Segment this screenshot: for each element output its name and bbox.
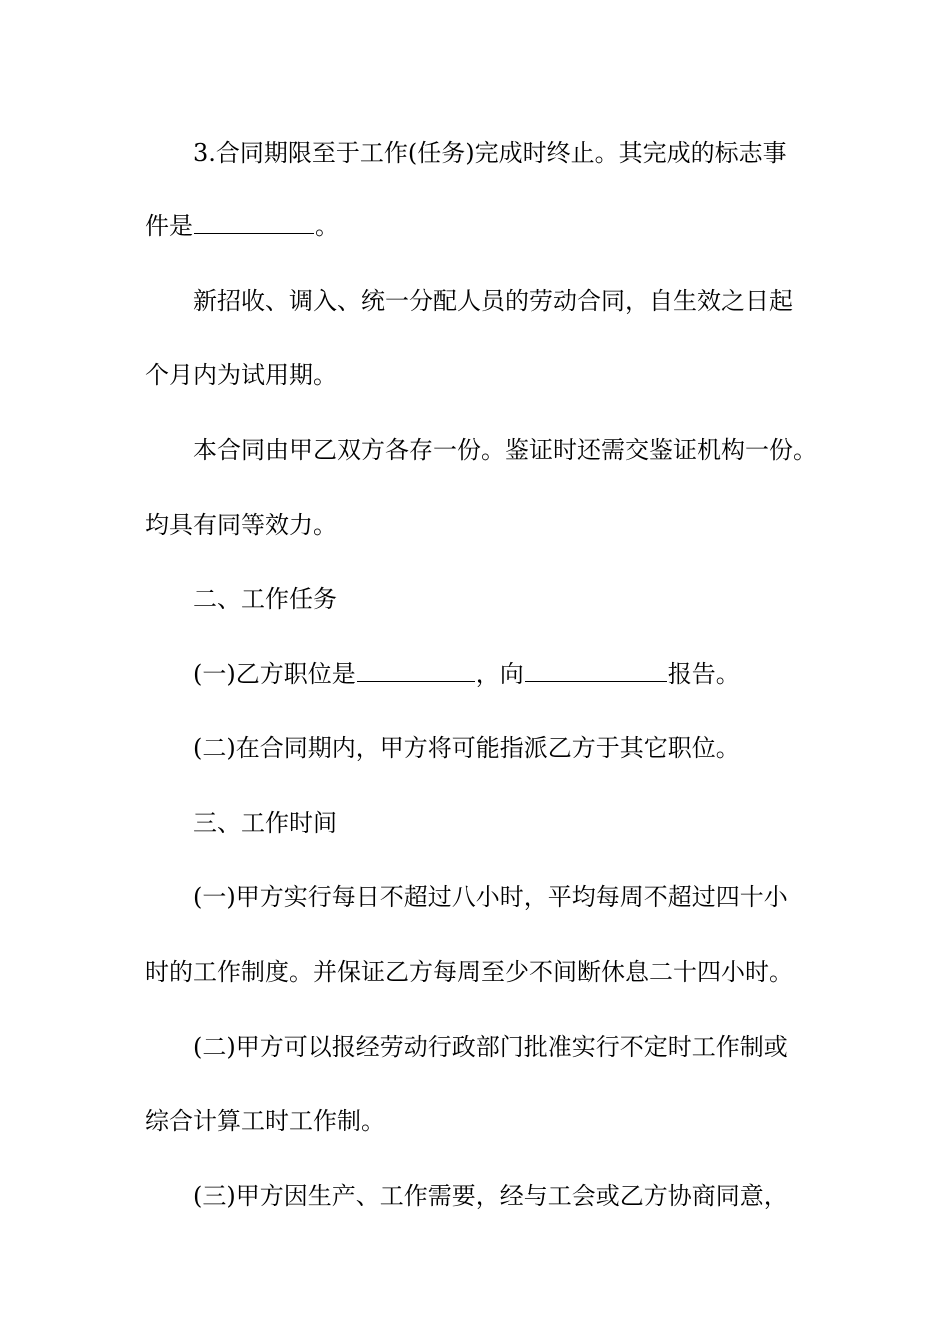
paragraph-text: (一)甲方实行每日不超过八小时，平均每周不超过四十小	[193, 883, 788, 911]
work-hours-line-2	[145, 957, 793, 987]
reassignment-line	[193, 733, 740, 763]
paragraph-text: (二)甲方可以报经劳动行政部门批准实行不定时工作制或	[193, 1033, 788, 1061]
flexible-hours-line-2	[145, 1106, 385, 1136]
position-blank[interactable]	[357, 661, 475, 682]
section-heading: 三、工作时间	[193, 809, 337, 837]
paragraph-text: 。	[315, 212, 339, 240]
paragraph-text: 时的工作制度。并保证乙方每周至少不间断休息二十四小时。	[145, 958, 793, 986]
paragraph-text: 个月内为试用期。	[145, 361, 337, 389]
paragraph-text: (一)乙方职位是	[193, 660, 356, 688]
paragraph-text: (二)在合同期内，甲方将可能指派乙方于其它职位。	[193, 734, 740, 762]
paragraph-text: 件是	[145, 212, 193, 240]
paragraph-text: 本合同由甲乙双方各存一份。鉴证时还需交鉴证机构一份。	[193, 436, 817, 464]
paragraph-text: ，向	[475, 660, 524, 688]
contract-term-line-1	[193, 138, 787, 168]
paragraph-text: 报告。	[667, 660, 740, 688]
paragraph-text: 综合计算工时工作制。	[145, 1107, 385, 1135]
probation-line-1	[193, 286, 793, 316]
report-to-blank[interactable]	[525, 661, 667, 682]
overtime-line-1	[193, 1181, 788, 1211]
flexible-hours-line-1	[193, 1032, 788, 1062]
section-heading: 二、工作任务	[193, 585, 337, 613]
copies-line-1	[193, 435, 817, 465]
paragraph-text: 3.合同期限至于工作(任务)完成时终止。其完成的标志事	[193, 139, 787, 167]
paragraph-text: 新招收、调入、统一分配人员的劳动合同，自生效之日起	[193, 287, 793, 315]
section-heading-work-tasks	[193, 584, 337, 614]
paragraph-text: 均具有同等效力。	[145, 511, 337, 539]
paragraph-text: (三)甲方因生产、工作需要，经与工会或乙方协商同意，	[193, 1182, 788, 1210]
contract-term-line-2	[145, 211, 339, 241]
probation-line-2	[145, 360, 337, 390]
fill-in-blank[interactable]	[194, 213, 314, 234]
position-line	[193, 659, 740, 689]
section-heading-work-hours	[193, 808, 337, 838]
work-hours-line-1	[193, 882, 788, 912]
copies-line-2	[145, 510, 337, 540]
